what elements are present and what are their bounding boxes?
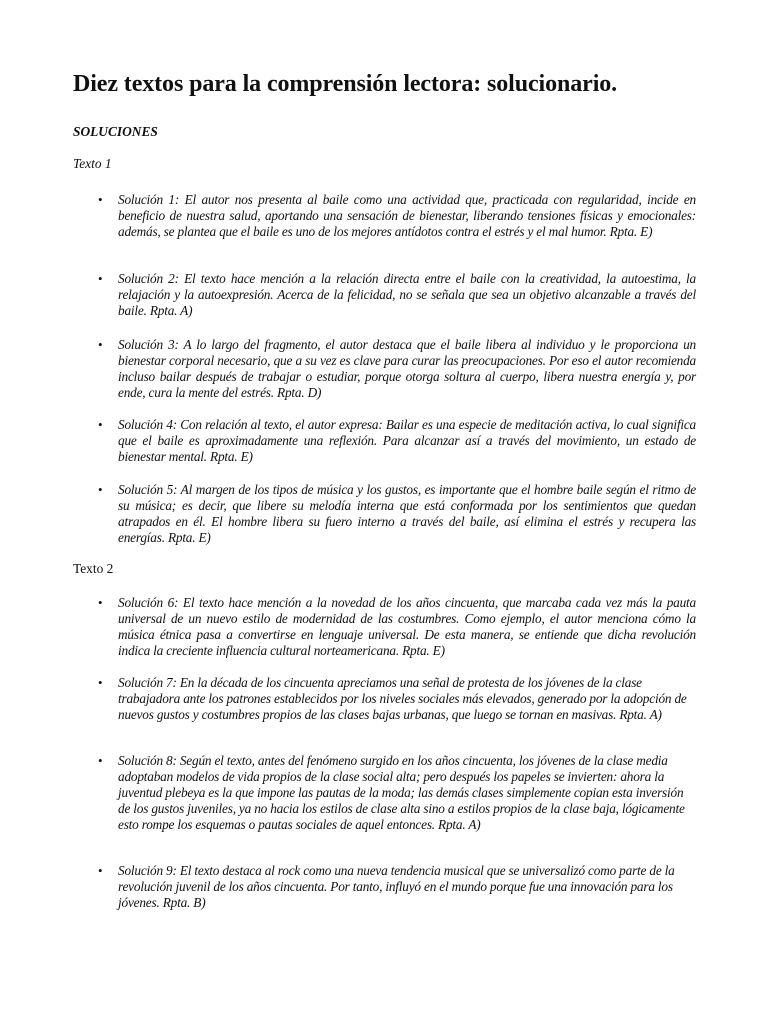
bullet-icon: •	[98, 675, 103, 690]
solution-3	[96, 337, 696, 401]
solution-5-text: Solución 5: Al margen de los tipos de música y los gustos, es importante que el hombre baile según el ritmo de su música; es decir, que libere su melodía interna que está conformada por los sentimientos que quedan atrapados en él. El hombre libera su fuero interno a través del baile, así elimina el estrés y recupera las energías. Rpta. E)	[118, 482, 696, 545]
bullet-icon: •	[98, 192, 103, 207]
solution-1	[96, 192, 696, 240]
section-heading-soluciones: SOLUCIONES	[73, 124, 158, 139]
solution-6-text: Solución 6: El texto hace mención a la novedad de los años cincuenta, que marcaba cada vez más la pauta universal de un nuevo estilo de modernidad de las costumbres. Como ejemplo, el autor menciona cómo la música étnica pasa a convertirse en lenguaje universal. De esta manera, se entiende que dicha revolución indica la creciente influencia cultural norteamericana. Rpta. E)	[118, 595, 696, 658]
text-2-label: Texto 2	[73, 561, 114, 576]
text-1-label: Texto 1	[73, 156, 112, 171]
solution-9-text: Solución 9: El texto destaca al rock como una nueva tendencia musical que se universalizó como parte de la revolución juvenil de los años cincuenta. Por tanto, influyó en el mundo porque fue una innovación para los jóvenes. Rpta. B)	[118, 863, 675, 910]
bullet-icon: •	[98, 271, 103, 286]
solution-8	[96, 753, 696, 833]
bullet-icon: •	[98, 595, 103, 610]
solution-2-text: Solución 2: El texto hace mención a la relación directa entre el baile con la creatividad, la autoestima, la relajación y la autoexpresión. Acerca de la felicidad, no se señala que sea un objetivo alcanzable a través del baile. Rpta. A)	[118, 271, 696, 318]
solution-4	[96, 417, 696, 465]
solution-6	[96, 595, 696, 659]
solution-7-text: Solución 7: En la década de los cincuenta apreciamos una señal de protesta de los jóvenes de la clase trabajadora ante los patrones establecidos por los niveles sociales más elevados, generado por la adopción de nuevos gustos y costumbres propios de las clases bajas urbanas, que luego se tornan en masivas. Rpta. A)	[118, 675, 687, 722]
page-title: Diez textos para la comprensión lectora: solucionario.	[73, 71, 618, 97]
bullet-icon: •	[98, 482, 103, 497]
solution-9	[96, 863, 696, 911]
solution-3-text: Solución 3: A lo largo del fragmento, el autor destaca que el baile libera al individuo y le proporciona un bienestar corporal necesario, que a su vez es clave para curar las preocupaciones. Por eso el autor recomienda incluso bailar después de trabajar o estudiar, porque otorga soltura al cuerpo, libera nuestra energía y, por ende, cura la mente del estrés. Rpta. D)	[118, 337, 696, 400]
bullet-icon: •	[98, 863, 103, 878]
solution-1-text: Solución 1: El autor nos presenta al baile como una actividad que, practicada con regularidad, incide en beneficio de nuestra salud, aportando una sensación de bienestar, liberando tensiones físicas y emocionales: además, se plantea que el baile es uno de los mejores antídotos contra el estrés y el mal humor. Rpta. E)	[118, 192, 696, 239]
bullet-icon: •	[98, 337, 103, 352]
solution-4-text: Solución 4: Con relación al texto, el autor expresa: Bailar es una especie de meditación activa, lo cual significa que el baile es aproximadamente una reflexión. Para alcanzar así a través del movimiento, un estado de bienestar mental. Rpta. E)	[118, 417, 696, 464]
bullet-icon: •	[98, 753, 103, 768]
solution-2	[96, 271, 696, 319]
bullet-icon: •	[98, 417, 103, 432]
solution-5	[96, 482, 696, 546]
solution-7	[96, 675, 696, 723]
solution-8-text: Solución 8: Según el texto, antes del fenómeno surgido en los años cincuenta, los jóvenes de la clase media adoptaban modelos de vida propios de la clase social alta; pero después los papeles se invierten: ahora la juventud plebeya es la que impone las pautas de la moda; las demás clases simplemente copian esta inversión de los gustos juveniles, ya no hacia los estilos de clase alta sino a estilos propios de la clase baja, lógicamente esto rompe los esquemas o pautas sociales de aquel entonces. Rpta. A)	[118, 753, 685, 832]
